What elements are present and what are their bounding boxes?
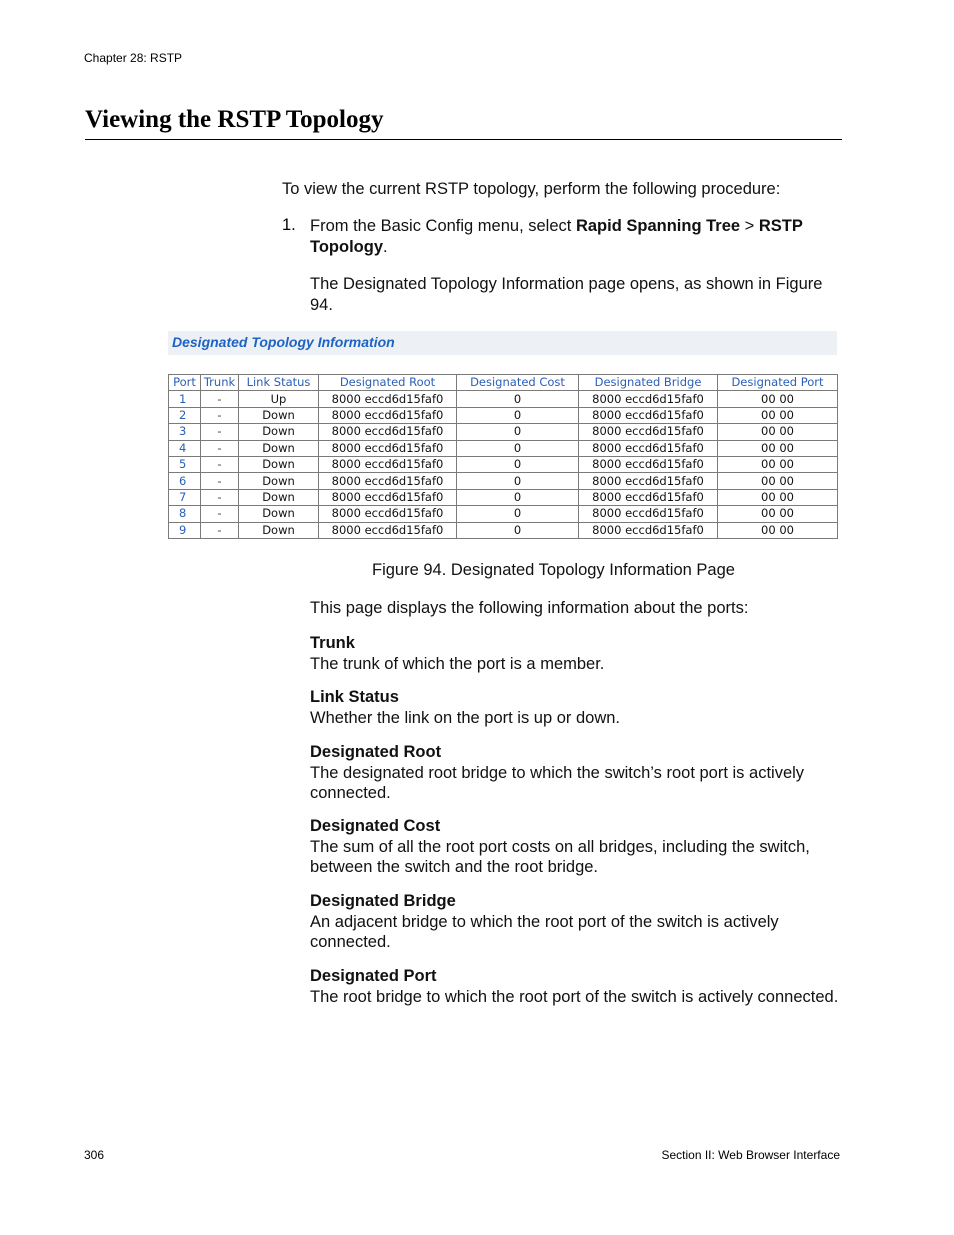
cell-link-status: Down <box>239 440 319 456</box>
definition-text: An adjacent bridge to which the root port of the switch is actively connected. <box>310 912 779 951</box>
cell-link-status: Down <box>239 522 319 538</box>
step-suffix: . <box>383 237 388 256</box>
cell-designated-cost: 0 <box>457 440 579 456</box>
menu-path-rapid-spanning-tree: Rapid Spanning Tree <box>575 217 741 235</box>
definition-term: Designated Bridge <box>310 892 456 910</box>
cell-designated-bridge: 8000 eccd6d15faf0 <box>579 522 718 538</box>
cell-trunk: - <box>201 522 239 538</box>
col-header-trunk: Trunk <box>201 375 239 391</box>
table-row <box>169 391 838 407</box>
col-header-link-status: Link Status <box>239 375 319 391</box>
step-instruction <box>310 216 840 257</box>
cell-designated-root: 8000 eccd6d15faf0 <box>319 522 457 538</box>
cell-designated-root: 8000 eccd6d15faf0 <box>319 407 457 423</box>
cell-designated-bridge: 8000 eccd6d15faf0 <box>579 506 718 522</box>
cell-port[interactable]: 2 <box>169 407 201 423</box>
cell-designated-root: 8000 eccd6d15faf0 <box>319 391 457 407</box>
topology-table <box>168 374 838 539</box>
cell-port[interactable]: 3 <box>169 424 201 440</box>
intro-paragraph: To view the current RSTP topology, perform the following procedure: <box>282 180 781 198</box>
cell-port[interactable]: 1 <box>169 391 201 407</box>
cell-designated-bridge: 8000 eccd6d15faf0 <box>579 440 718 456</box>
title-rule <box>85 139 842 140</box>
running-header: Chapter 28: RSTP <box>84 51 183 65</box>
cell-designated-cost: 0 <box>457 473 579 489</box>
cell-designated-port: 00 00 <box>718 440 838 456</box>
cell-link-status: Down <box>239 456 319 472</box>
cell-designated-port: 00 00 <box>718 424 838 440</box>
cell-designated-bridge: 8000 eccd6d15faf0 <box>579 424 718 440</box>
page-title: Viewing the RSTP Topology <box>85 106 384 133</box>
cell-link-status: Down <box>239 489 319 505</box>
menu-path-separator: > <box>740 217 759 235</box>
cell-designated-bridge: 8000 eccd6d15faf0 <box>579 391 718 407</box>
cell-port[interactable]: 6 <box>169 473 201 489</box>
definition-text: Whether the link on the port is up or down. <box>310 708 621 727</box>
definition-text: The designated root bridge to which the switch’s root port is actively connected. <box>310 763 805 802</box>
cell-trunk: - <box>201 424 239 440</box>
cell-trunk: - <box>201 489 239 505</box>
cell-designated-root: 8000 eccd6d15faf0 <box>319 440 457 456</box>
cell-designated-root: 8000 eccd6d15faf0 <box>319 424 457 440</box>
definition-term: Link Status <box>310 688 399 706</box>
definition-link-status <box>310 687 840 728</box>
cell-designated-cost: 0 <box>457 522 579 538</box>
cell-designated-port: 00 00 <box>718 391 838 407</box>
cell-designated-bridge: 8000 eccd6d15faf0 <box>579 473 718 489</box>
table-row <box>169 407 838 423</box>
cell-designated-port: 00 00 <box>718 407 838 423</box>
cell-designated-root: 8000 eccd6d15faf0 <box>319 489 457 505</box>
menu-path-rstp-topology: RSTP Topology <box>310 217 803 256</box>
cell-port[interactable]: 4 <box>169 440 201 456</box>
description-intro: This page displays the following information about the ports: <box>310 599 749 617</box>
col-header-designated-cost: Designated Cost <box>457 375 579 391</box>
table-header-row <box>169 375 838 391</box>
cell-trunk: - <box>201 473 239 489</box>
cell-link-status: Down <box>239 407 319 423</box>
col-header-port: Port <box>169 375 201 391</box>
figure-caption: Figure 94. Designated Topology Information Page <box>372 561 735 579</box>
col-header-designated-port: Designated Port <box>718 375 838 391</box>
step-number: 1. <box>282 216 296 234</box>
cell-designated-root: 8000 eccd6d15faf0 <box>319 473 457 489</box>
cell-designated-bridge: 8000 eccd6d15faf0 <box>579 489 718 505</box>
page-number: 306 <box>84 1148 105 1162</box>
cell-designated-port: 00 00 <box>718 506 838 522</box>
cell-trunk: - <box>201 456 239 472</box>
cell-port[interactable]: 5 <box>169 456 201 472</box>
step-result: The Designated Topology Information page opens, as shown in Figure 94. <box>310 275 823 314</box>
panel-heading <box>168 331 837 355</box>
cell-designated-cost: 0 <box>457 506 579 522</box>
definition-designated-bridge <box>310 891 840 953</box>
table-row <box>169 473 838 489</box>
table-row <box>169 506 838 522</box>
definition-designated-port <box>310 966 840 1007</box>
table-row <box>169 489 838 505</box>
cell-trunk: - <box>201 407 239 423</box>
definition-term: Designated Port <box>310 967 437 985</box>
cell-designated-root: 8000 eccd6d15faf0 <box>319 456 457 472</box>
panel-heading-title: Designated Topology Information <box>172 334 395 350</box>
cell-designated-cost: 0 <box>457 391 579 407</box>
cell-port[interactable]: 8 <box>169 506 201 522</box>
col-header-designated-bridge: Designated Bridge <box>579 375 718 391</box>
cell-link-status: Down <box>239 506 319 522</box>
definition-text: The sum of all the root port costs on all bridges, including the switch, between the switch and the root bridge. <box>310 837 810 876</box>
table-row <box>169 440 838 456</box>
topology-table-body <box>169 391 838 539</box>
footer-section: Section II: Web Browser Interface <box>661 1148 840 1162</box>
col-header-designated-root: Designated Root <box>319 375 457 391</box>
cell-port[interactable]: 9 <box>169 522 201 538</box>
cell-trunk: - <box>201 506 239 522</box>
cell-port[interactable]: 7 <box>169 489 201 505</box>
cell-designated-port: 00 00 <box>718 473 838 489</box>
table-row <box>169 522 838 538</box>
definition-text: The trunk of which the port is a member. <box>310 654 605 673</box>
definition-term: Designated Root <box>310 743 442 761</box>
cell-designated-cost: 0 <box>457 407 579 423</box>
step-prefix: From the Basic Config menu, select <box>310 217 576 235</box>
cell-link-status: Down <box>239 473 319 489</box>
definition-term: Trunk <box>310 634 355 652</box>
cell-designated-cost: 0 <box>457 456 579 472</box>
table-row <box>169 424 838 440</box>
cell-designated-bridge: 8000 eccd6d15faf0 <box>579 456 718 472</box>
cell-designated-cost: 0 <box>457 489 579 505</box>
cell-designated-port: 00 00 <box>718 489 838 505</box>
definition-term: Designated Cost <box>310 817 441 835</box>
cell-link-status: Up <box>239 391 319 407</box>
cell-designated-port: 00 00 <box>718 456 838 472</box>
definition-text: The root bridge to which the root port of the switch is actively connected. <box>310 987 839 1006</box>
cell-trunk: - <box>201 440 239 456</box>
cell-designated-cost: 0 <box>457 424 579 440</box>
cell-designated-root: 8000 eccd6d15faf0 <box>319 506 457 522</box>
cell-link-status: Down <box>239 424 319 440</box>
definition-designated-root <box>310 742 840 804</box>
cell-designated-bridge: 8000 eccd6d15faf0 <box>579 407 718 423</box>
definition-trunk <box>310 633 840 674</box>
cell-trunk: - <box>201 391 239 407</box>
cell-designated-port: 00 00 <box>718 522 838 538</box>
table-row <box>169 456 838 472</box>
definition-designated-cost <box>310 816 840 878</box>
